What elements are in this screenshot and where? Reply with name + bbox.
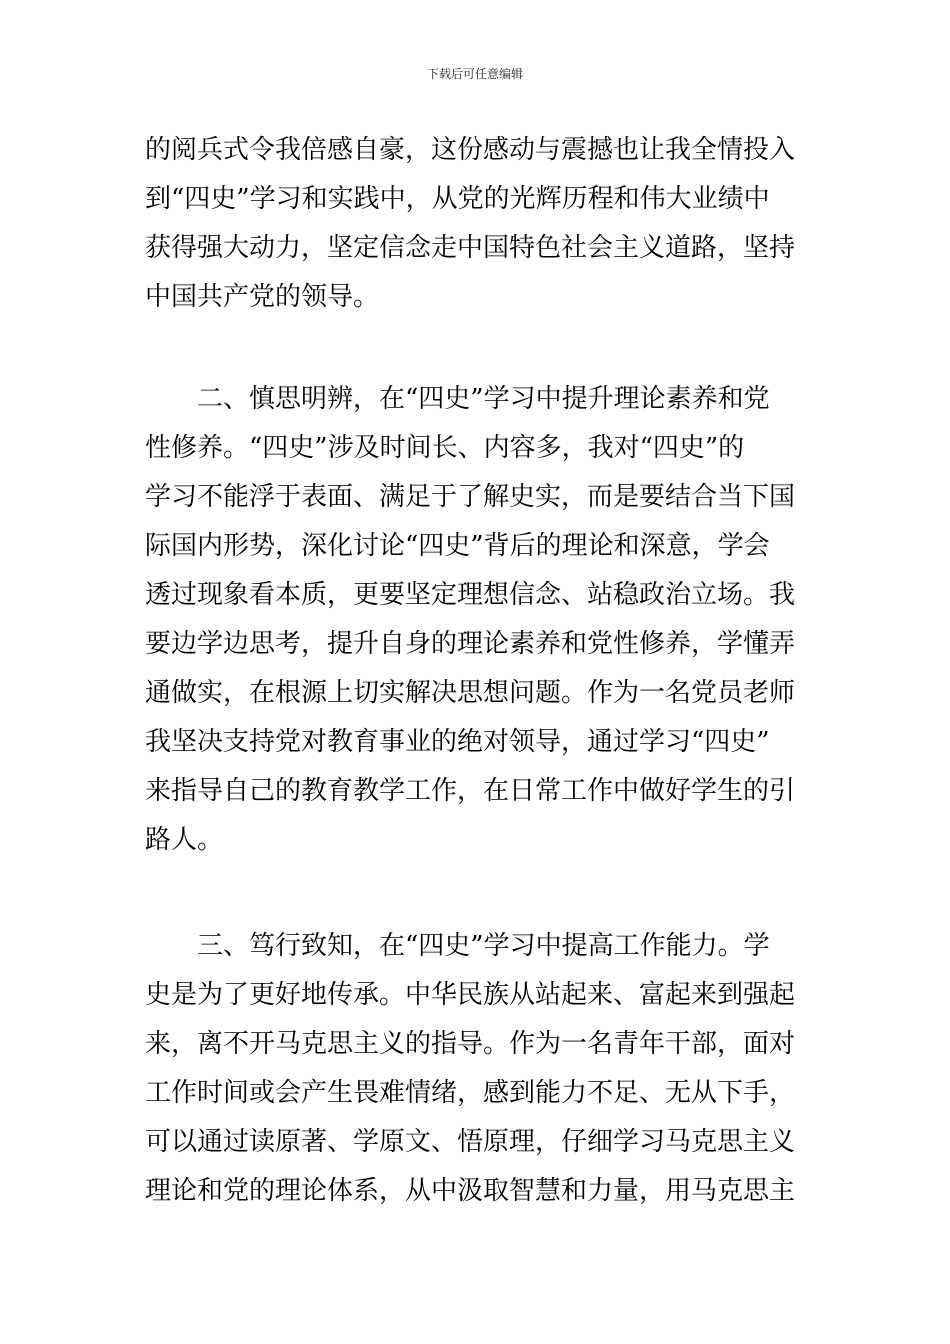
text-line: 际国内形势，深化讨论“四史”背后的理论和深意，学会 bbox=[145, 531, 770, 561]
text-line: 性修养。“四史”涉及时间长、内容多，我对“四史”的 bbox=[145, 433, 745, 463]
text-line: 工作时间或会产生畏难情绪，感到能力不足、无从下手， bbox=[145, 1078, 796, 1108]
text-line: 通做实，在根源上切实解决思想问题。作为一名党员老师 bbox=[145, 678, 796, 708]
text-line: 理论和党的理论体系，从中汲取智慧和力量，用马克思主 bbox=[145, 1176, 796, 1206]
page-header: 下载后可任意编辑 bbox=[426, 67, 523, 81]
text-line: 二、慎思明辨，在“四史”学习中提升理论素养和党 bbox=[145, 384, 770, 414]
text-line: 史是为了更好地传承。中华民族从站起来、富起来到强起 bbox=[145, 980, 796, 1010]
text-line: 可以通过读原著、学原文、悟原理，仔细学习马克思主义 bbox=[145, 1127, 796, 1157]
paragraph-3 bbox=[145, 922, 810, 1216]
paragraph-1 bbox=[145, 126, 810, 322]
text-line: 学习不能浮于表面、满足于了解史实，而是要结合当下国 bbox=[145, 482, 796, 512]
text-line: 路人。 bbox=[145, 825, 224, 855]
paragraph-2 bbox=[145, 375, 810, 865]
text-line: 透过现象看本质，更要坚定理想信念、站稳政治立场。我 bbox=[145, 580, 796, 610]
text-line: 到“四史”学习和实践中，从党的光辉历程和伟大业绩中 bbox=[145, 184, 770, 214]
text-line: 我坚决支持党对教育事业的绝对领导，通过学习“四史” bbox=[145, 727, 770, 757]
text-line: 三、笃行致知，在“四史”学习中提高工作能力。学 bbox=[145, 931, 770, 961]
text-line: 来指导自己的教育教学工作，在日常工作中做好学生的引 bbox=[145, 776, 796, 806]
text-line: 来，离不开马克思主义的指导。作为一名青年干部，面对 bbox=[145, 1029, 796, 1059]
text-line: 中国共产党的领导。 bbox=[145, 282, 380, 312]
text-line: 获得强大动力，坚定信念走中国特色社会主义道路，坚持 bbox=[145, 233, 796, 263]
text-line: 的阅兵式令我倍感自豪，这份感动与震撼也让我全情投入 bbox=[145, 135, 796, 165]
text-line: 要边学边思考，提升自身的理论素养和党性修养，学懂弄 bbox=[145, 629, 796, 659]
